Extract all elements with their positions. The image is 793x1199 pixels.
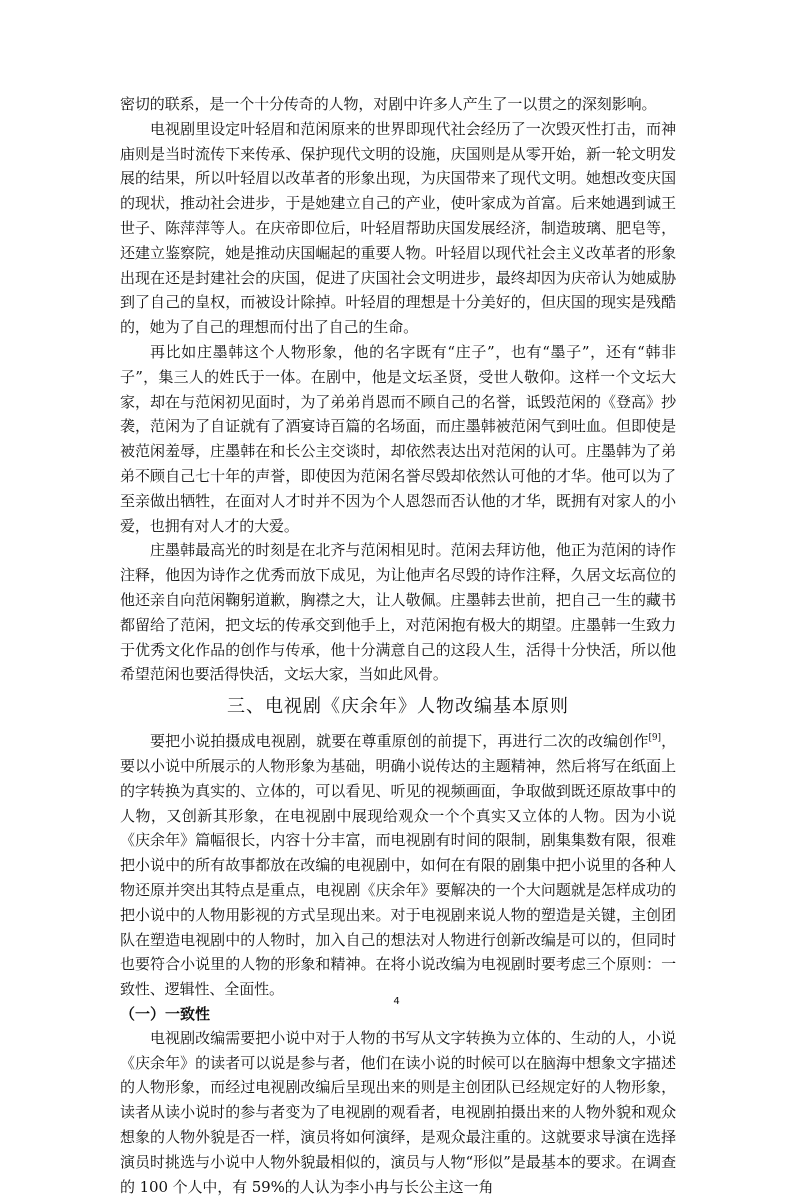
- paragraph: 电视剧里设定叶轻眉和范闲原来的世界即现代社会经历了一次毁灭性打击，而神庙则是当时流传下来传承、保护现代文明的设施，庆国则是从零开始，新一轮文明发展的结果，所以叶轻眉以改革者的形象出现，为庆国带来了现代文明。她想改变庆国的现状，推动社会进步，于是她建立自己的产业，使叶家成为首富。后来她遇到诚王世子、陈萍萍等人。在庆帝即位后，叶轻眉帮助庆国发展经济，制造玻璃、肥皂等，还建立鉴察院，她是推动庆国崛起的重要人物。叶轻眉以现代社会主义改革者的形象出现在还是封建社会的庆国，促进了庆国社会文明进步，最终却因为庆帝认为她威胁到了自己的皇权，而被设计除掉。叶轻眉的理想是十分美好的，但庆国的现实是残酷的，她为了自己的理想而付出了自己的生命。: [120, 119, 676, 337]
- paragraph: 庄墨韩最高光的时刻是在北齐与范闲相见时。范闲去拜访他，他正为范闲的诗作注释，他因为诗作之优秀而放下成见，为让他声名尽毁的诗作注释，久居文坛高位的他还亲自向范闲鞠躬道歉，胸襟之大，让人敬佩。庄墨韩去世前，把自己一生的藏书都留给了范闲，把文坛的传承交到他手上，对范闲抱有极大的期望。庄墨韩一生致力于优秀文化作品的创作与传承，他十分满意自己的这段人生，活得十分快活，所以他希望范闲也要活得快活，文坛大家，当如此风骨。: [120, 541, 676, 684]
- paragraph-text: ，要以小说中所展示的人物形象为基础，明确小说传达的主题精神，然后将写在纸面上的字转换为真实的、立体的，可以看见、听见的视频画面，争取做到既还原故事中的人物，又创新其形象，在电视剧中展现给观众一个个真实又立体的人物。因为小说《庆余年》篇幅很长，内容十分丰富，而电视剧有时间的限制，剧集集数有限，很难把小说中的所有故事都放在改编的电视剧中，如何在有限的剧集中把小说里的各种人物还原并突出其特点是重点，电视剧《庆余年》要解决的一个大问题就是怎样成功的把小说中的人物用影视的方式呈现出来。对于电视剧来说人物的塑造是关键，主创团队在塑造电视剧中的人物时，加入自己的想法对人物进行创新改编是可以的，但同时也要符合小说里的人物的形象和精神。在将小说改编为电视剧时要考虑三个原则：一致性、逻辑性、全面性。: [120, 732, 676, 999]
- paragraph-text: 要把小说拍摄成电视剧，就要在尊重原创的前提下，再进行二次的改编创作: [150, 732, 649, 751]
- paragraph: 密切的联系，是一个十分传奇的人物，对剧中许多人产生了一以贯之的深刻影响。: [120, 95, 657, 113]
- page-body: [120, 92, 676, 1199]
- subsection-heading: （一）一致性: [120, 1004, 211, 1023]
- citation-reference: [9]: [648, 733, 661, 744]
- section-heading: 三、电视剧《庆余年》人物改编基本原则: [227, 696, 569, 718]
- paragraph: [120, 729, 676, 1002]
- paragraph: 再比如庄墨韩这个人物形象，他的名字既有“庄子”，也有“墨子”，还有“韩非子”，集三人的姓氏于一体。在剧中，他是文坛圣贤，受世人敬仰。这样一个文坛大家，却在与范闲初见面时，为了弟弟肖恩而不顾自己的名誉，诋毁范闲的《登高》抄袭，范闲为了自证就有了酒宴诗百篇的名场面，而庄墨韩被范闲气到吐血。但即使是被范闲羞辱，庄墨韩在和长公主交谈时，却依然表达出对范闲的认可。庄墨韩为了弟弟不顾自己七十年的声誉，即使因为范闲名誉尽毁却依然认可他的才华。他可以为了至亲做出牺牲，在面对人才时并不因为个人恩怨而否认他的才华，既拥有对家人的小爱，也拥有对人才的大爱。: [120, 342, 676, 535]
- page-number: 4: [393, 996, 400, 1007]
- paragraph: 电视剧改编需要把小说中对于人物的书写从文字转换为立体的、生动的人，小说《庆余年》的读者可以说是参与者，他们在读小说的时候可以在脑海中想象文字描述的人物形象，而经过电视剧改编后呈现出来的则是主创团队已经规定好的人物形象，读者从读小说时的参与者变为了电视剧的观看者，电视剧拍摄出来的人物外貌和观众想象的人物外貌是否一样，演员将如何演绎，是观众最注重的。这就要求导演在选择演员时挑选与小说中人物外貌最相似的，演员与人物“形似”是最基本的要求。在调查的 100 个人中，有 59%的人认为李小冉与长公主这一角: [120, 1028, 676, 1196]
